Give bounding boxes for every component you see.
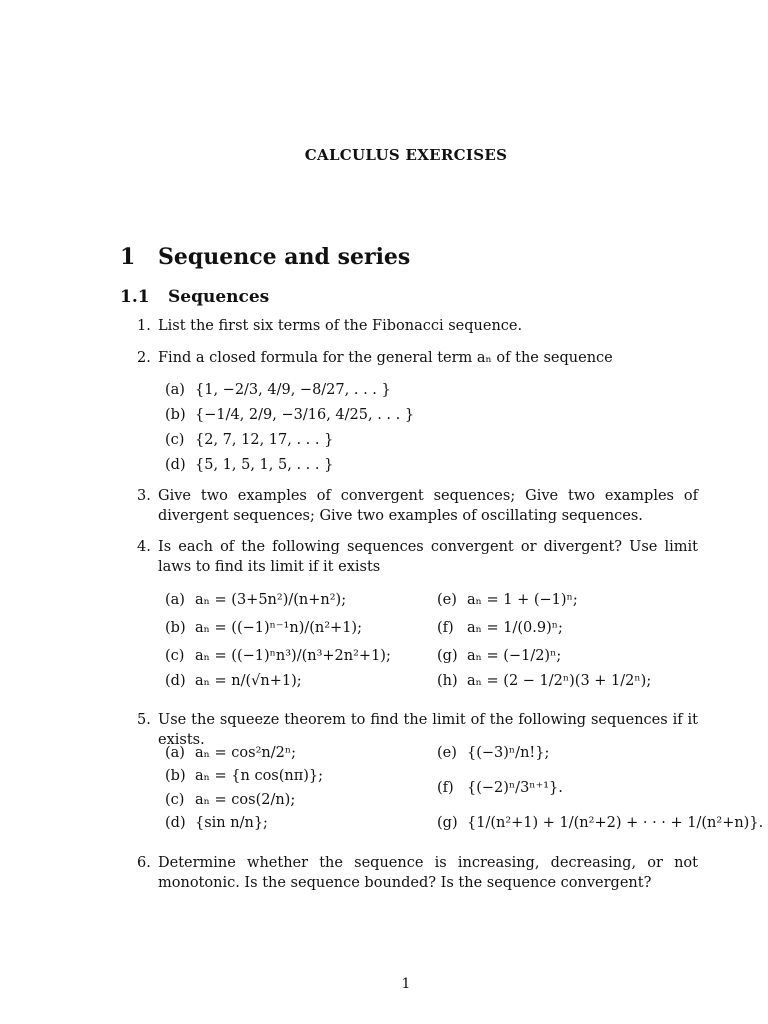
item-expression: aₙ = 1/(0.9)ⁿ; <box>467 620 563 636</box>
section-number: 1 <box>120 244 136 270</box>
item-expression: {1, −2/3, 4/9, −8/27, . . . } <box>195 382 391 398</box>
item-expression: {(−3)ⁿ/n!}; <box>467 745 550 761</box>
list-item <box>165 792 295 808</box>
question-text: List the first six terms of the Fibonacci sequence. <box>158 318 523 334</box>
question-number: 6. <box>137 855 151 871</box>
item-label: (c) <box>165 648 185 664</box>
item-expression: {−1/4, 2/9, −3/16, 4/25, . . . } <box>195 407 415 423</box>
list-item <box>437 745 549 761</box>
question-text: Determine whether the sequence is increasing, decreasing, or not monotonic. Is the sequence bounded? Is the sequence convergent? <box>158 855 698 891</box>
item-expression: aₙ = 1 + (−1)ⁿ; <box>467 592 578 608</box>
item-label: (b) <box>165 620 186 636</box>
item-expression: aₙ = cos(2/n); <box>195 792 296 808</box>
list-item <box>437 780 563 796</box>
item-label: (d) <box>165 457 186 473</box>
item-expression: {(−2)ⁿ/3ⁿ⁺¹}. <box>467 780 563 796</box>
item-expression: aₙ = cos²n/2ⁿ; <box>195 745 296 761</box>
item-label: (c) <box>165 432 185 448</box>
subsection-title: Sequences <box>168 287 270 307</box>
list-item <box>437 648 561 664</box>
question-text: Find a closed formula for the general term aₙ of the sequence <box>158 350 613 366</box>
item-label: (b) <box>165 407 186 423</box>
question-text: Use the squeeze theorem to find the limit of the following sequences if it exists. <box>158 712 698 748</box>
list-item <box>165 382 391 398</box>
item-label: (d) <box>165 673 186 689</box>
item-expression: {5, 1, 5, 1, 5, . . . } <box>195 457 334 473</box>
item-label: (b) <box>165 768 186 784</box>
list-item <box>165 592 346 608</box>
item-expression: aₙ = (3+5n²)/(n+n²); <box>195 592 347 608</box>
list-item <box>165 648 391 664</box>
section-title: Sequence and series <box>158 244 411 270</box>
item-label: (c) <box>165 792 185 808</box>
document-title: CALCULUS EXERCISES <box>304 146 508 164</box>
list-item <box>437 673 651 689</box>
subsection-number: 1.1 <box>120 287 150 307</box>
item-label: (f) <box>437 620 454 636</box>
list-item <box>437 815 763 831</box>
question-number: 3. <box>137 488 151 504</box>
item-label: (g) <box>437 648 458 664</box>
item-label: (d) <box>165 815 186 831</box>
item-expression: aₙ = ((−1)ⁿn³)/(n³+2n²+1); <box>195 648 391 664</box>
question-number: 1. <box>137 318 151 334</box>
item-label: (h) <box>437 673 458 689</box>
list-item <box>165 407 414 423</box>
list-item <box>437 592 578 608</box>
list-item <box>165 432 333 448</box>
list-item <box>165 673 302 689</box>
item-label: (g) <box>437 815 458 831</box>
item-label: (e) <box>437 592 457 608</box>
list-item <box>165 815 268 831</box>
item-label: (a) <box>165 592 185 608</box>
item-label: (e) <box>437 745 457 761</box>
item-label: (f) <box>437 780 454 796</box>
list-item <box>165 745 296 761</box>
item-label: (a) <box>165 745 185 761</box>
item-expression: aₙ = n/(√n+1); <box>195 673 302 689</box>
item-expression: aₙ = (2 − 1/2ⁿ)(3 + 1/2ⁿ); <box>467 673 652 689</box>
item-expression: {1/(n²+1) + 1/(n²+2) + · · · + 1/(n²+n)}. <box>467 815 764 831</box>
item-label: (a) <box>165 382 185 398</box>
question-number: 5. <box>137 712 151 728</box>
list-item <box>165 768 323 784</box>
item-expression: aₙ = {n cos(nπ)}; <box>195 768 324 784</box>
list-item <box>165 620 362 636</box>
question-number: 2. <box>137 350 151 366</box>
item-expression: {sin n/n}; <box>195 815 268 831</box>
list-item <box>437 620 563 636</box>
question-text: Give two examples of convergent sequences; Give two examples of divergent sequences; Give two examples of oscillating sequences. <box>158 488 698 524</box>
item-expression: aₙ = ((−1)ⁿ⁻¹n)/(n²+1); <box>195 620 362 636</box>
question-text: Is each of the following sequences convergent or divergent? Use limit laws to find its limit if it exists <box>158 539 698 575</box>
page-number: 1 <box>401 976 411 992</box>
item-expression: aₙ = (−1/2)ⁿ; <box>467 648 562 664</box>
item-expression: {2, 7, 12, 17, . . . } <box>195 432 334 448</box>
question-number: 4. <box>137 539 151 555</box>
list-item <box>165 457 333 473</box>
